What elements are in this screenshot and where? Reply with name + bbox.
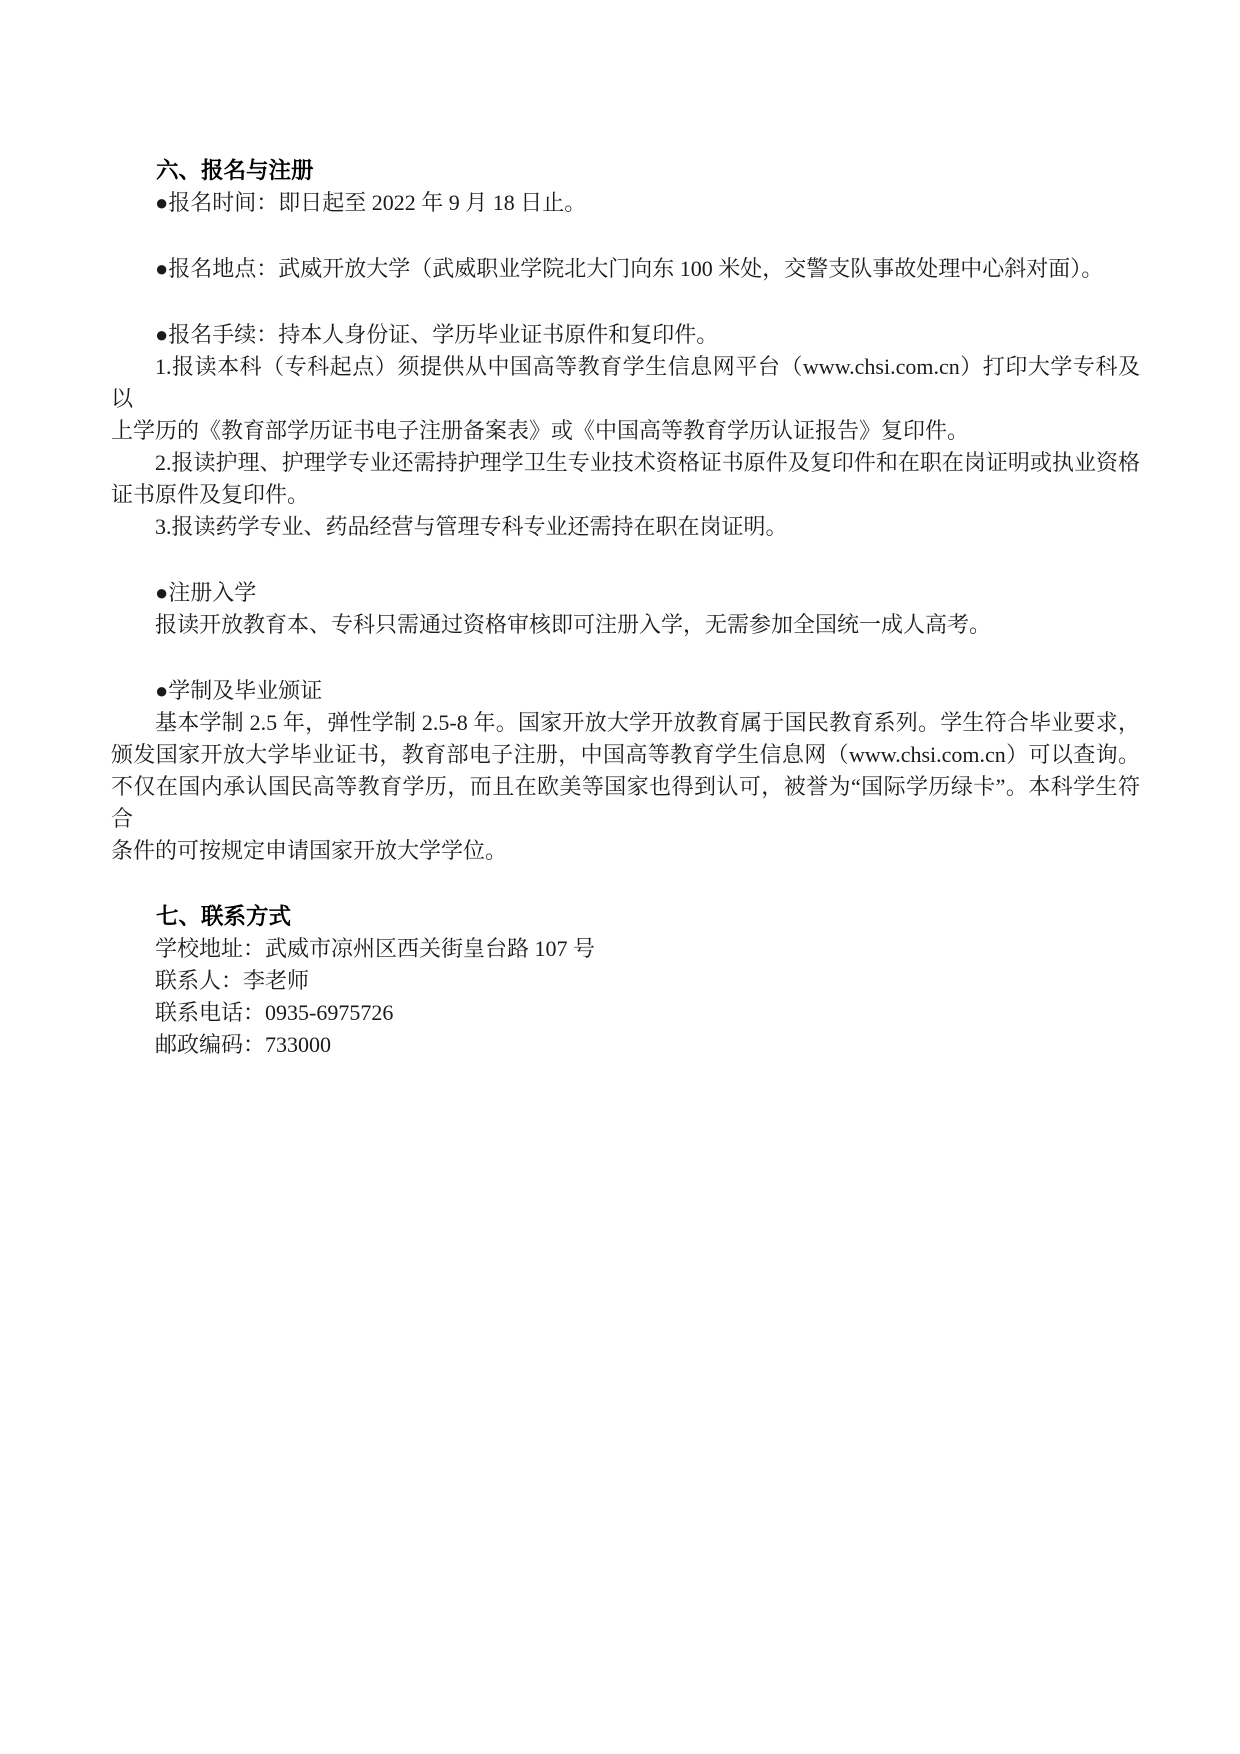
contact-person-line: 联系人：李老师 (155, 968, 310, 993)
blank-line (111, 543, 1140, 577)
enrollment-description-line: 报读开放教育本、专科只需通过资格审核即可注册入学，无需参加全国统一成人高考。 (155, 612, 992, 637)
section-6-heading: 六、报名与注册 (156, 158, 314, 183)
blank-line (111, 219, 1140, 253)
procedure-item2-line2: 证书原件及复印件。 (111, 482, 310, 507)
duration-bullet-title: ●学制及毕业颁证 (155, 678, 323, 703)
section-7-heading: 七、联系方式 (156, 904, 292, 929)
blank-line (111, 285, 1140, 319)
procedure-item2-line1: 2.报读护理、护理学专业还需持护理学卫生专业技术资格证书原件及复印件和在职在岗证明或执业资格 (155, 450, 1140, 475)
registration-time-line: ●报名时间：即日起至 2022 年 9 月 18 日止。 (155, 190, 587, 215)
blank-line (111, 641, 1140, 675)
school-address-line: 学校地址：武威市凉州区西关街皇台路 107 号 (155, 936, 596, 961)
duration-line2: 颁发国家开放大学毕业证书，教育部电子注册，中国高等教育学生信息网（www.chsi.com.cn）可以查询。 (111, 742, 1140, 767)
enrollment-bullet-title: ●注册入学 (155, 580, 257, 605)
procedure-item3-line: 3.报读药学专业、药品经营与管理专科专业还需持在职在岗证明。 (155, 514, 788, 539)
registration-place-line: ●报名地点：武威开放大学（武威职业学院北大门向东 100 米处，交警支队事故处理中心斜对面）。 (155, 256, 1104, 281)
procedure-item1-line1: 1.报读本科（专科起点）须提供从中国高等教育学生信息网平台（www.chsi.com.cn）打印大学专科及以 (111, 354, 1140, 411)
registration-procedure-line: ●报名手续：持本人身份证、学历毕业证书原件和复印件。 (155, 322, 719, 347)
procedure-item1-line2: 上学历的《教育部学历证书电子注册备案表》或《中国高等教育学历认证报告》复印件。 (111, 418, 970, 443)
postal-code-line: 邮政编码：733000 (155, 1032, 332, 1057)
duration-line4: 条件的可按规定申请国家开放大学学位。 (111, 838, 508, 863)
duration-line3: 不仅在国内承认国民高等教育学历，而且在欧美等国家也得到认可，被誉为“国际学历绿卡”。本科学生符合 (111, 774, 1140, 831)
contact-phone-line: 联系电话：0935-6975726 (155, 1000, 394, 1025)
duration-line1: 基本学制 2.5 年，弹性学制 2.5-8 年。国家开放大学开放教育属于国民教育系列。学生符合毕业要求， (155, 710, 1140, 735)
blank-line (111, 867, 1140, 901)
